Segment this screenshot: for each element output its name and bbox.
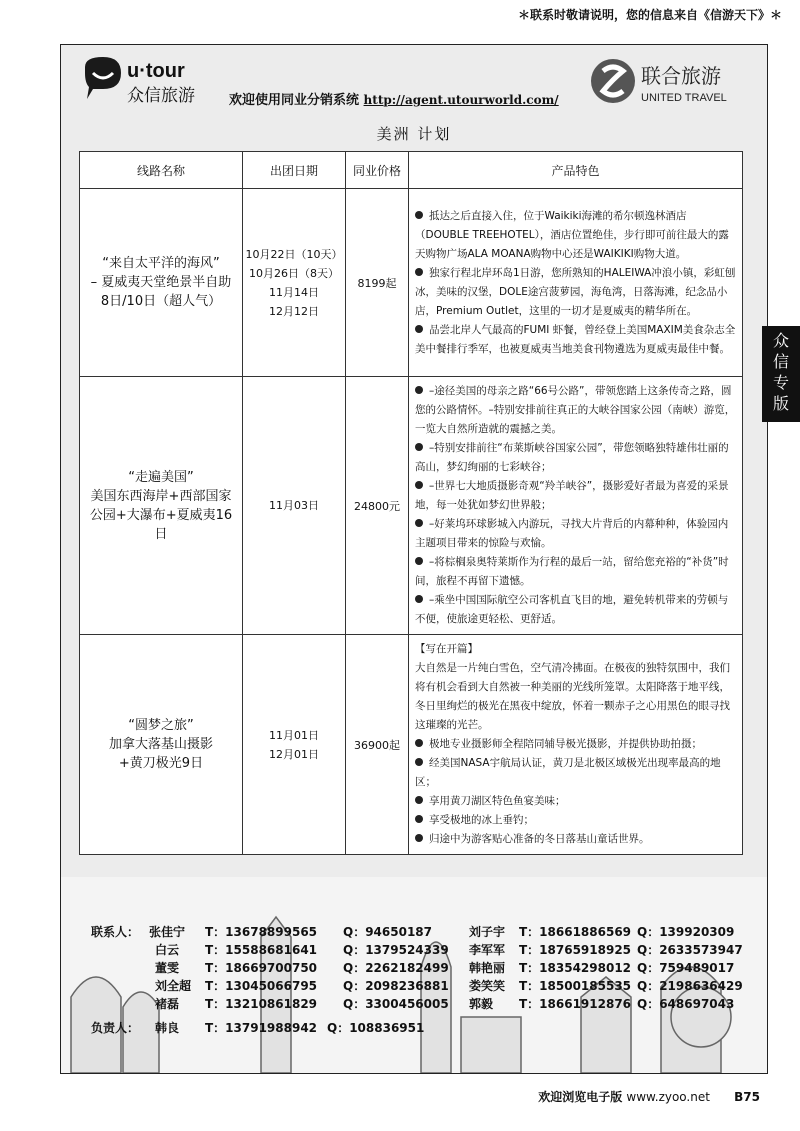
section-title: 美洲 计划 [376, 125, 452, 143]
utour-logo-en: u·tour [127, 60, 185, 82]
contact-name: 韩艳丽 [469, 961, 506, 975]
route-title: “来自太平洋的海风” [102, 256, 220, 271]
features [409, 635, 743, 855]
features [409, 189, 743, 377]
table-row [80, 377, 743, 635]
contact-name: 褚磊 [155, 997, 180, 1011]
bullet-icon [415, 325, 423, 333]
feature-item: 品尝北岸人气最高的FUMI 虾餐，曾经登上美国MAXIM美食杂志全美中餐排行季军，也被夏威夷当地美食刊物遴选为夏威夷最佳中餐。 [415, 323, 736, 355]
contact-phone: T：18669700750 [205, 961, 318, 975]
united-travel-logo [587, 53, 757, 113]
side-tab-char: 版 [772, 394, 789, 413]
header [61, 45, 767, 115]
bullet-icon [415, 796, 423, 804]
side-tab-char: 专 [772, 373, 789, 392]
departure-dates [243, 635, 346, 855]
bullet-icon [415, 443, 423, 451]
route-subtitle: +黄刀极光9日 [118, 756, 204, 771]
manager-phone: T：13791988942 [205, 1021, 318, 1035]
route-subtitle: – 夏威夷天堂绝景半自助 [90, 275, 232, 290]
route-table [79, 151, 743, 855]
contact-phone: T：18765918925 [519, 943, 632, 957]
contact-qq: Q：139920309 [637, 925, 735, 939]
bullet-icon [415, 386, 423, 394]
col-price: 同业价格 [346, 152, 409, 189]
date: 11月14日 [269, 285, 319, 299]
departure-dates [243, 189, 346, 377]
bullet-icon [415, 481, 423, 489]
bullet-icon [415, 557, 423, 565]
contact-phone: T：13210861829 [205, 997, 318, 1011]
page-frame [60, 44, 768, 1074]
feature-item: 抵达之后直接入住，位于Waikiki海滩的希尔顿逸林酒店（DOUBLE TREEHOTEL），酒店位置绝佳，步行即可前往最大的露天购物广场ALA MOANA购物中心还是WAIKIKI购物大道。 [415, 209, 729, 260]
united-logo-en: UNITED TRAVEL [641, 92, 727, 104]
contact-name: 郭毅 [469, 997, 494, 1011]
route-name [80, 635, 243, 855]
departure-dates [243, 377, 346, 635]
bullet-icon [415, 739, 423, 747]
bullet-icon [415, 519, 423, 527]
feature-intro: 大自然是一片纯白雪色，空气清冷拂面。在极夜的独特氛围中，我们将有机会看到大自然被一种美丽的光线所笼罩。太阳降落于地平线，冬日里绚烂的极光在黑夜中绽放，怀着一颗赤子之心用黑色的眼寻找这璀璨的光芒。 [415, 662, 730, 731]
route-title: “走遍美国” [128, 469, 194, 485]
route-subtitle: 公园+大瀑布+夏威夷16日 [89, 507, 233, 542]
united-logo-cn: 联合旅游 [641, 64, 721, 88]
route-subtitle: 8日/10日（超人气） [100, 294, 222, 309]
contact-qq: Q：648697043 [637, 997, 735, 1011]
feature-item: 享受极地的冰上垂钓； [415, 811, 736, 830]
col-route-name: 线路名称 [80, 152, 243, 189]
side-tab-char: 信 [772, 352, 789, 371]
contact-phone: T：18661886569 [519, 925, 632, 939]
contact-phone: T：15588681641 [205, 943, 318, 957]
footer-welcome: 欢迎浏览电子版 [538, 1090, 623, 1104]
contact-name: 董雯 [155, 961, 180, 975]
welcome-text: 欢迎使用同业分销系统 [229, 93, 360, 108]
contact-qq: Q：2098236881 [343, 979, 449, 993]
feature-item: –世界七大地质摄影奇观“羚羊峡谷”，摄影爱好者最为喜爱的采景地，每一处犹如梦幻世界般； [415, 480, 729, 511]
col-dates: 出团日期 [243, 152, 346, 189]
route-subtitle: 加拿大落基山摄影 [108, 737, 213, 752]
date: 11月03日 [269, 499, 319, 512]
price: 36900起 [346, 635, 409, 855]
welcome-line [229, 89, 559, 108]
utour-logo-cn: 众信旅游 [127, 86, 195, 106]
utour-logo [79, 53, 219, 113]
source-note: ＊联系时敬请说明，您的信息来自《信游天下》＊ [517, 8, 782, 22]
contact-name: 刘子宇 [469, 925, 506, 939]
feature-item: 经美国NASA宇航局认证，黄刀是北极区域极光出现率最高的地区； [415, 757, 721, 788]
feature-item: –途径美国的母亲之路“66号公路”，带领您踏上这条传奇之路，圆您的公路情怀。–特别安排前往真正的大峡谷国家公园（南峡）游览，一览大自然所造就的震撼之美。 [415, 385, 736, 435]
route-name [80, 189, 243, 377]
feature-item: –乘坐中国国际航空公司客机直飞目的地，避免转机带来的劳顿与不便，使旅途更轻松、更舒适。 [415, 594, 729, 625]
contact-qq: Q：1379524339 [343, 943, 449, 957]
feature-item: 享用黄刀湖区特色鱼宴美味； [415, 792, 736, 811]
bullet-icon [415, 211, 423, 219]
page-footer [538, 1088, 760, 1105]
footer-website[interactable]: www.zyoo.net [626, 1090, 710, 1104]
table-row [80, 635, 743, 855]
contact-name: 李军军 [469, 943, 506, 957]
contact-phone: T：18354298012 [519, 961, 632, 975]
date: 12月12日 [269, 304, 319, 318]
manager-qq: Q：108836951 [327, 1021, 425, 1035]
contact-qq: Q：94650187 [343, 925, 432, 939]
bullet-icon [415, 758, 423, 766]
contact-name: 娄笑笑 [469, 979, 506, 993]
bullet-icon [415, 268, 423, 276]
contact-label: 联系人： [91, 925, 140, 939]
feature-item: –好莱坞环球影城入内游玩，寻找大片背后的内幕种种，体验园内主题项目带来的惊险与欢愉。 [415, 518, 729, 549]
date: 10月26日（8天） [249, 266, 339, 280]
date: 10月22日（10天） [245, 247, 343, 261]
date: 12月01日 [269, 747, 319, 761]
page-number: B75 [734, 1090, 760, 1104]
table-header-row [80, 152, 743, 189]
manager-name: 韩良 [155, 1021, 180, 1035]
side-tab-char: 众 [772, 331, 789, 350]
col-features: 产品特色 [409, 152, 743, 189]
feature-item: 独家行程北岸环岛1日游，您所熟知的HALEIWA冲浪小镇，彩虹刨冰，美味的汉堡，DOLE途宫菠萝园，海龟湾，日落海滩，纪念品小店，Premium Outlet，这里的一切才是夏威夷的精华所在。 [415, 266, 736, 317]
contact-phone: T：18661912876 [519, 997, 632, 1011]
agent-link[interactable]: http://agent.utourworld.com/ [363, 93, 559, 107]
price: 8199起 [346, 189, 409, 377]
bullet-icon [415, 595, 423, 603]
manager-label: 负责人： [91, 1021, 140, 1035]
contact-phone: T：13045066795 [205, 979, 318, 993]
contact-qq: Q：2198636429 [637, 979, 743, 993]
bullet-icon [415, 815, 423, 823]
feature-item: 归途中为游客贴心准备的冬日落基山童话世界。 [415, 830, 736, 849]
route-subtitle: 美国东西海岸+西部国家 [90, 488, 232, 504]
route-name [80, 377, 243, 635]
feature-item: –将棕榈泉奥特莱斯作为行程的最后一站，留给您充裕的“补货”时间，旅程不再留下遗憾。 [415, 556, 729, 587]
route-title: “圆梦之旅” [128, 718, 194, 733]
contact-qq: Q：2262182499 [343, 961, 449, 975]
contact-name: 张佳宁 [149, 925, 186, 939]
table-row [80, 189, 743, 377]
contact-phone: T：13678899565 [205, 925, 318, 939]
contacts-band [61, 877, 767, 1073]
price: 24800元 [346, 377, 409, 635]
contact-name: 刘全超 [155, 979, 192, 993]
contact-qq: Q：2633573947 [637, 943, 743, 957]
contact-qq: Q：3300456005 [343, 997, 449, 1011]
contact-qq: Q：759489017 [637, 961, 735, 975]
feature-heading: 【写在开篇】 [415, 643, 478, 655]
feature-item: –特别安排前往“布莱斯峡谷国家公园”，带您领略独特雄伟壮丽的高山，梦幻绚丽的七彩峡谷； [415, 442, 729, 473]
side-tab [762, 326, 800, 422]
bullet-icon [415, 834, 423, 842]
feature-item: 极地专业摄影师全程陪同辅导极光摄影，并提供协助拍摄； [415, 735, 736, 754]
contact-name: 白云 [155, 943, 180, 957]
features [409, 377, 743, 635]
date: 11月01日 [269, 728, 319, 742]
contact-phone: T：18500185535 [519, 979, 632, 993]
